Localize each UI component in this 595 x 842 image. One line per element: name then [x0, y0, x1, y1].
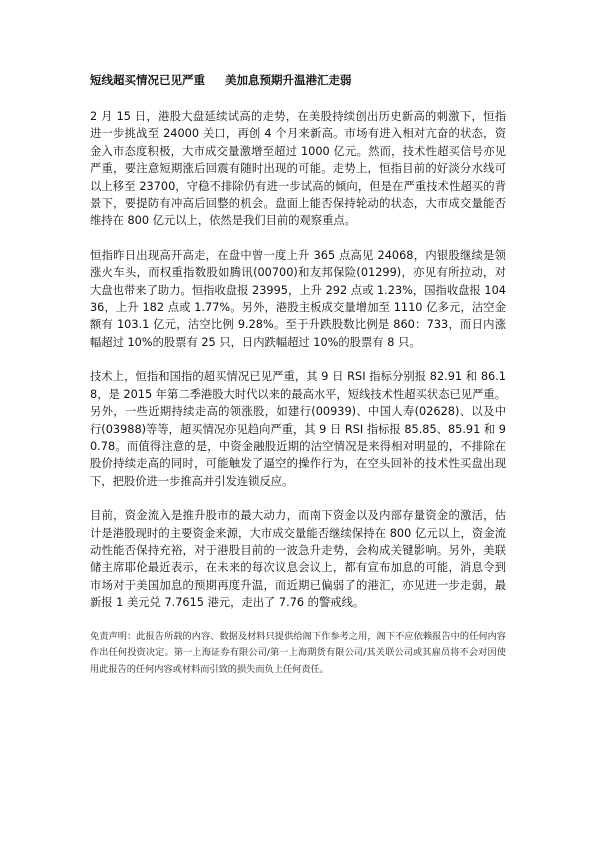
paragraph-2: 恒指昨日出现高开高走，在盘中曾一度上升 365 点高见 24068，内银股继续是领涨火车头，而权重指数股如腾讯(00700)和友邦保险(01299)，亦见有所拉动，对大盘也带来了助力。恒指收盘报 23995，上升 292 点或 1.23%，国指收盘报 10436，上升 182 点或 1.77%。另外，港股主板成交量增加至 1110 亿多元，沽空金额有 103.1 亿元，沽空比例 9.28%。至于升跌股数比例是 860：733，而日内涨幅超过 10%的股票有 25 只，日内跌幅超过 10%的股票有 8 只。	[90, 248, 506, 349]
paragraph-1: 2 月 15 日，港股大盘延续试高的走势，在美股持续创出历史新高的刺激下，恒指进一步挑战至 24000 关口，再创 4 个月来新高。市场有进入相对亢奋的状态，资金入市态度积极，大市成交量激增至超过 1000 亿元。然而，技术性超买信号亦见严重，要注意短期涨后回震有随时出现的可能。走势上，恒指目前的好淡分水线可以上移至 23700，守稳不排除仍有进一步试高的倾向，但是在严重技术性超买的背景下，要提防有冲高后回整的机会。盘面上能否保持轮动的状态，大市成交量能否维持在 800 亿元以上，依然是我们目前的观察重点。	[90, 110, 506, 228]
document-body	[90, 108, 506, 678]
paragraph-4: 目前，资金流入是推升股市的最大动力，而南下资金以及内部存量资金的激活，估计是港股现时的主要资金来源，大市成交量能否继续保持在 800 亿元以上，资金流动性能否保持充裕，对于港股目前的一波急升走势，会构成关键影响。另外，美联储主席耶伦最近表示，在未来的每次议息会议上，都有宣布加息的可能，消息令到市场对于美国加息的预期再度升温，而近期已偏弱了的港汇，亦见进一步走弱，最新报 1 美元兑 7.7615 港元，走出了 7.76 的警戒线。	[90, 509, 506, 610]
title-part-1: 短线超买情况已见严重	[90, 73, 205, 87]
disclaimer: 免责声明：此报告所载的内容、数据及材料只提供给阁下作参考之用，阁下不应依赖报告中的任何内容作出任何投资决定。第一上海证券有限公司/第一上海期货有限公司/其关联公司或其雇员将不会对因使用此报告的任何内容或材料而引致的损失而负上任何责任。	[90, 630, 506, 675]
paragraph-3: 技术上，恒指和国指的超买情况已见严重，其 9 日 RSI 指标分别报 82.91 和 86.18，是 2015 年第二季港股大时代以来的最高水平，短线技术性超买状态已见严重。另外，一些近期持续走高的领涨股，如建行(00939)、中国人寿(02628)、以及中行(03988)等等，超买情况亦见趋向严重，其 9 日 RSI 指标报 85.85、85.91 和 90.78。而值得注意的是，中资金融股近期的沽空情况是来得相对明显的，不排除在股价持续走高的同时，可能触发了逼空的操作行为，在空头回补的技术性买盘出现下，把股价进一步推高并引发连锁反应。	[90, 370, 506, 488]
document-title	[90, 72, 520, 88]
title-part-2: 美加息预期升温港汇走弱	[225, 73, 352, 87]
